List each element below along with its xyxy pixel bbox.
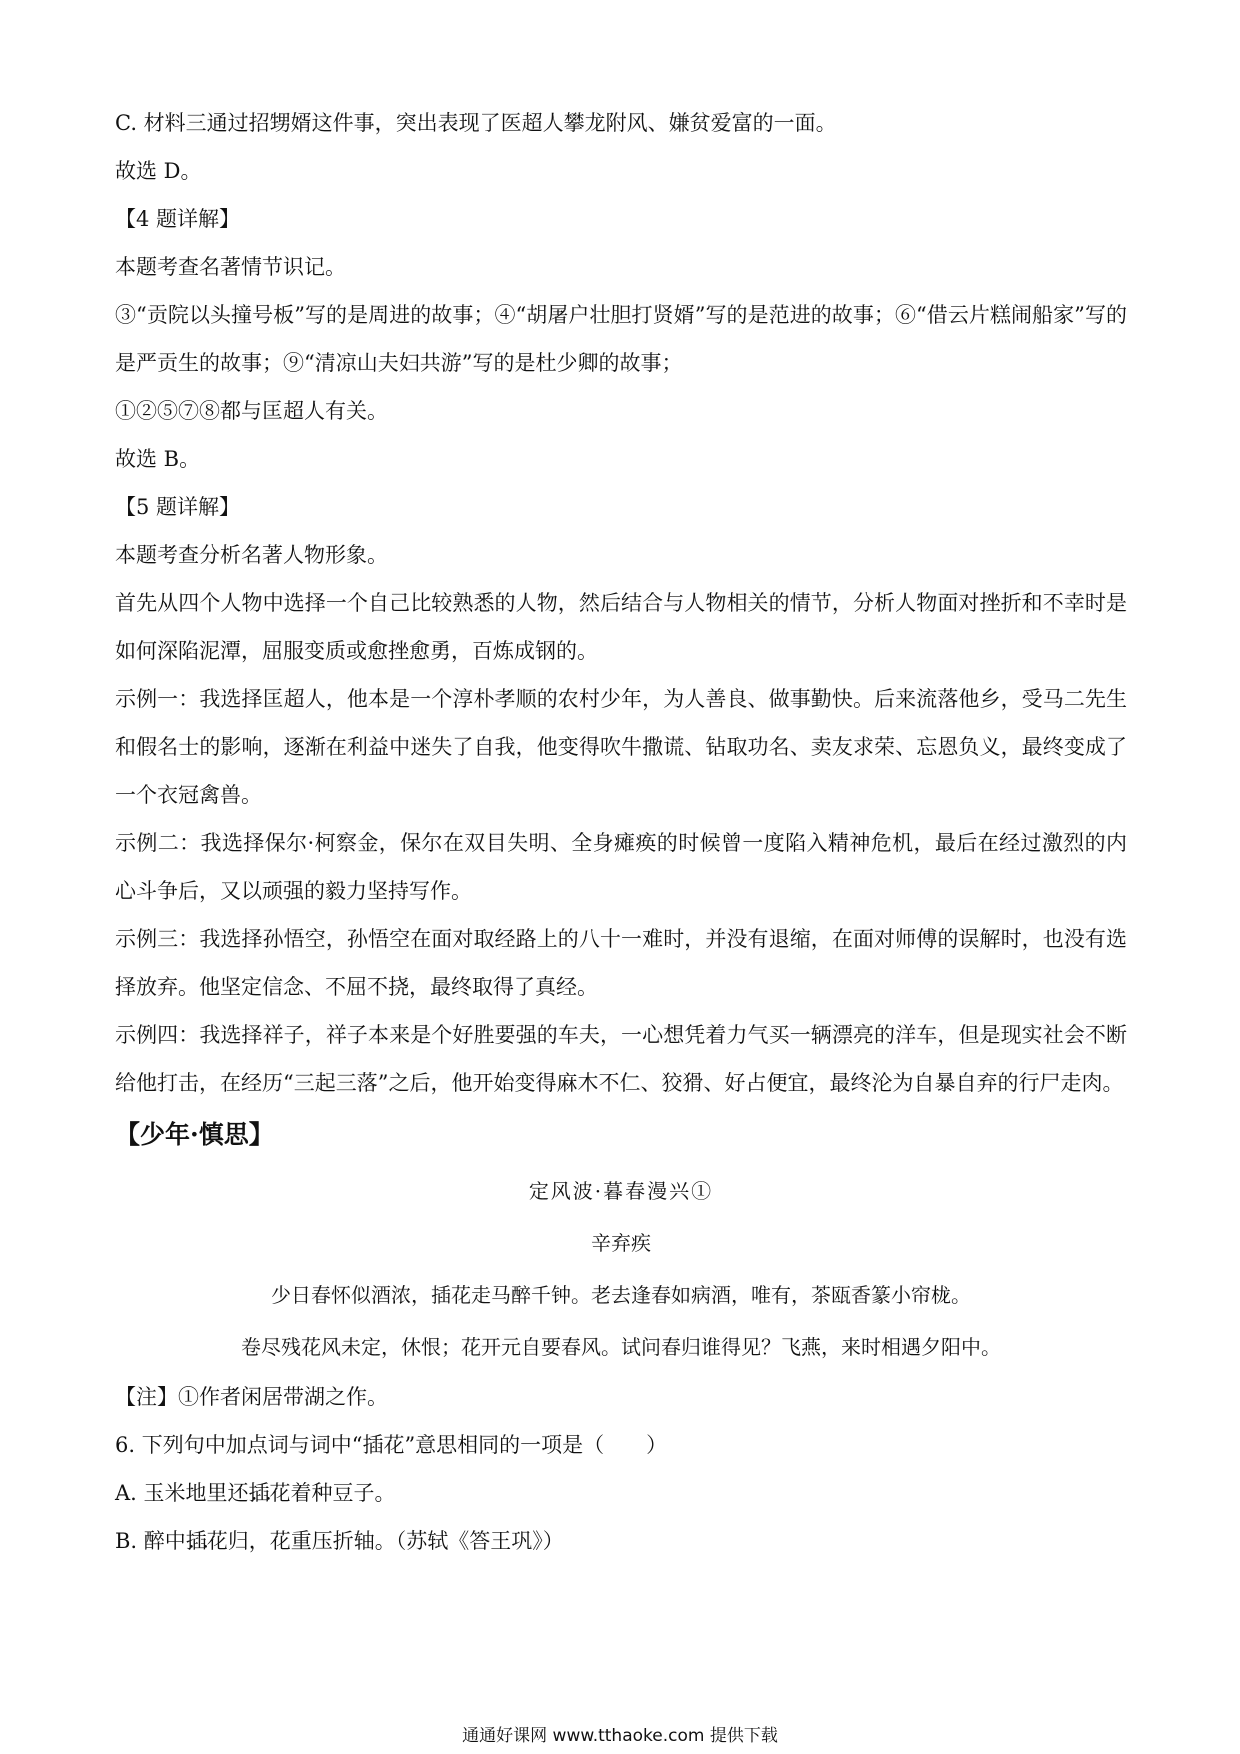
example-2: 示例二：我选择保尔·柯察金，保尔在双目失明、全身瘫痪的时候曾一度陷入精神危机，最后在经过激烈的内心斗争后，又以顽强的毅力坚持写作。 [115, 831, 1127, 903]
answer-option-c: C. 材料三通过招甥婿这件事，突出表现了医超人攀龙附风、嫌贫爱富的一面。 [115, 111, 837, 135]
option-b-dotted-word: 插花 • • [186, 1517, 228, 1565]
question-5-method: 首先从四个人物中选择一个自己比较熟悉的人物，然后结合与人物相关的情节，分析人物面对挫折和不幸时是如何深陷泥潭，屈服变质或愈挫愈勇，百炼成钢的。 [115, 591, 1127, 663]
example-4: 示例四：我选择祥子，祥子本来是个好胜要强的车夫，一心想凭着力气买一辆漂亮的洋车，但是现实社会不断给他打击，在经历“三起三落”之后，他开始变得麻木不仁、狡猾、好占便宜，最终沦为自暴自弃的行尸走肉。 [115, 1023, 1127, 1095]
answer-choice-b: 故选 B。 [115, 447, 201, 471]
option-a-suffix: 着种豆子。 [290, 1481, 396, 1505]
option-a-prefix: A. 玉米地里还 [115, 1481, 249, 1505]
answer-choice-d: 故选 D。 [115, 159, 202, 183]
poem-line-2: 卷尽残花风未定，休恨；花开元自要春风。试问春归谁得见？飞燕，来时相遇夕阳中。 [241, 1335, 1001, 1359]
option-a-dotted-word: 插花 • • [249, 1469, 291, 1517]
question-4-analysis: ③“贡院以头撞号板”写的是周进的故事；④“胡屠户壮胆打贤婿”写的是范进的故事；⑥“借云片糕闹船家”写的是严贡生的故事；⑨“清凉山夫妇共游”写的是杜少卿的故事； [115, 303, 1127, 375]
question-4-related: ①②⑤⑦⑧都与匡超人有关。 [115, 399, 388, 423]
poem-title: 定风波·暮春漫兴① [528, 1179, 714, 1203]
option-b-suffix: 归，花重压折轴。（苏轼《答王巩》） [227, 1529, 564, 1553]
footer-watermark: 通通好课网 www.tthaoke.com 提供下载 [462, 1726, 778, 1746]
question-5-header: 【5 题详解】 [115, 495, 241, 519]
question-6-stem: 6. 下列句中加点词与词中“插花”意思相同的一项是（ ） [115, 1433, 668, 1457]
poem-note: 【注】①作者闲居带湖之作。 [115, 1385, 388, 1409]
question-4-header: 【4 题详解】 [115, 207, 241, 231]
section-title: 【少年·慎思】 [115, 1120, 274, 1149]
document-body [115, 99, 1127, 1565]
example-3: 示例三：我选择孙悟空，孙悟空在面对取经路上的八十一难时，并没有退缩，在面对师傅的误解时，也没有选择放弃。他坚定信念、不屈不挠，最终取得了真经。 [115, 927, 1127, 999]
question-6-option-b [115, 1517, 1127, 1565]
question-5-intro: 本题考查分析名著人物形象。 [115, 543, 388, 567]
poem-author: 辛弃疾 [591, 1231, 651, 1255]
example-1: 示例一：我选择匡超人，他本是一个淳朴孝顺的农村少年，为人善良、做事勤快。后来流落他乡，受马二先生和假名士的影响，逐渐在利益中迷失了自我，他变得吹牛撒谎、钻取功名、卖友求荣、忘恩负义，最终变成了一个衣冠禽兽。 [115, 687, 1127, 807]
question-6-option-a [115, 1469, 1127, 1517]
question-4-intro: 本题考查名著情节识记。 [115, 255, 346, 279]
poem-line-1: 少日春怀似酒浓，插花走马醉千钟。老去逢春如病酒，唯有，茶瓯香篆小帘栊。 [271, 1283, 971, 1307]
option-b-prefix: B. 醉中 [115, 1529, 186, 1553]
